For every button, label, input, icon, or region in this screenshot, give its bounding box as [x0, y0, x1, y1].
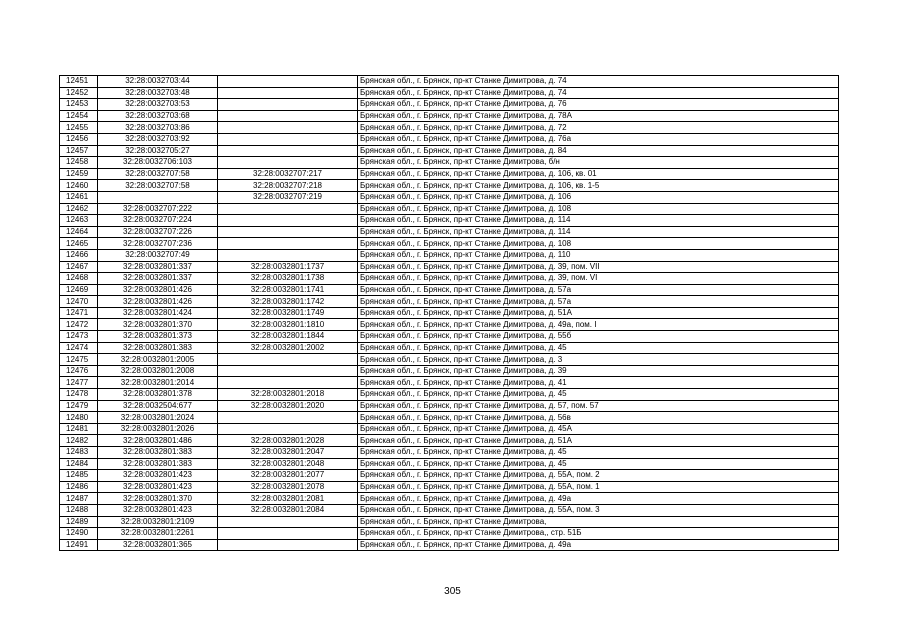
- object-cadastral-number-cell: [218, 528, 358, 540]
- land-cadastral-number-cell: 32:28:0032801:2026: [98, 423, 218, 435]
- row-number-cell: 12465: [60, 238, 98, 250]
- row-number-cell: 12451: [60, 76, 98, 88]
- row-number-cell: 12466: [60, 249, 98, 261]
- table-row: [60, 516, 839, 528]
- table-row: [60, 307, 839, 319]
- table-row: [60, 319, 839, 331]
- object-cadastral-number-cell: [218, 249, 358, 261]
- address-cell: Брянская обл., г. Брянск, пр-кт Станке Димитрова, д. 55А, пом. 2: [358, 470, 839, 482]
- table-row: [60, 203, 839, 215]
- land-cadastral-number-cell: 32:28:0032707:58: [98, 168, 218, 180]
- address-cell: Брянская обл., г. Брянск, пр-кт Станке Димитрова, д. 108: [358, 238, 839, 250]
- table-row: [60, 133, 839, 145]
- row-number-cell: 12468: [60, 273, 98, 285]
- address-cell: Брянская обл., г. Брянск, пр-кт Станке Димитрова,: [358, 516, 839, 528]
- row-number-cell: 12453: [60, 99, 98, 111]
- row-number-cell: 12457: [60, 145, 98, 157]
- land-cadastral-number-cell: 32:28:0032703:86: [98, 122, 218, 134]
- row-number-cell: 12452: [60, 87, 98, 99]
- table-row: [60, 504, 839, 516]
- address-cell: Брянская обл., г. Брянск, пр-кт Станке Димитрова, д. 45: [358, 458, 839, 470]
- address-cell: Брянская обл., г. Брянск, пр-кт Станке Димитрова, д. 114: [358, 215, 839, 227]
- land-cadastral-number-cell: 32:28:0032703:92: [98, 133, 218, 145]
- table-row: [60, 180, 839, 192]
- object-cadastral-number-cell: 32:28:0032801:2028: [218, 435, 358, 447]
- row-number-cell: 12491: [60, 539, 98, 551]
- row-number-cell: 12471: [60, 307, 98, 319]
- object-cadastral-number-cell: 32:28:0032707:217: [218, 168, 358, 180]
- table-row: [60, 296, 839, 308]
- address-cell: Брянская обл., г. Брянск, пр-кт Станке Димитрова, д. 78А: [358, 110, 839, 122]
- table-body: [60, 76, 839, 551]
- object-cadastral-number-cell: [218, 377, 358, 389]
- row-number-cell: 12455: [60, 122, 98, 134]
- object-cadastral-number-cell: [218, 145, 358, 157]
- address-cell: Брянская обл., г. Брянск, пр-кт Станке Димитрова,, стр. 51Б: [358, 528, 839, 540]
- land-cadastral-number-cell: 32:28:0032801:424: [98, 307, 218, 319]
- address-cell: Брянская обл., г. Брянск, пр-кт Станке Димитрова, д. 57а: [358, 284, 839, 296]
- object-cadastral-number-cell: 32:28:0032801:2048: [218, 458, 358, 470]
- land-cadastral-number-cell: 32:28:0032801:423: [98, 470, 218, 482]
- land-cadastral-number-cell: 32:28:0032801:337: [98, 261, 218, 273]
- table-row: [60, 215, 839, 227]
- table-row: [60, 238, 839, 250]
- page-number: 305: [444, 586, 461, 597]
- object-cadastral-number-cell: [218, 203, 358, 215]
- row-number-cell: 12486: [60, 481, 98, 493]
- table-row: [60, 435, 839, 447]
- row-number-cell: 12484: [60, 458, 98, 470]
- address-cell: Брянская обл., г. Брянск, пр-кт Станке Димитрова, д. 56в: [358, 412, 839, 424]
- object-cadastral-number-cell: [218, 412, 358, 424]
- table-row: [60, 87, 839, 99]
- land-cadastral-number-cell: 32:28:0032801:2109: [98, 516, 218, 528]
- table-row: [60, 481, 839, 493]
- address-cell: Брянская обл., г. Брянск, пр-кт Станке Димитрова, д. 106, кв. 01: [358, 168, 839, 180]
- land-cadastral-number-cell: 32:28:0032801:2261: [98, 528, 218, 540]
- row-number-cell: 12467: [60, 261, 98, 273]
- object-cadastral-number-cell: 32:28:0032707:219: [218, 191, 358, 203]
- object-cadastral-number-cell: [218, 110, 358, 122]
- row-number-cell: 12460: [60, 180, 98, 192]
- land-cadastral-number-cell: 32:28:0032504:677: [98, 400, 218, 412]
- table-row: [60, 226, 839, 238]
- address-cell: Брянская обл., г. Брянск, пр-кт Станке Димитрова, д. 114: [358, 226, 839, 238]
- object-cadastral-number-cell: [218, 76, 358, 88]
- table-row: [60, 76, 839, 88]
- table-row: [60, 539, 839, 551]
- row-number-cell: 12482: [60, 435, 98, 447]
- address-cell: Брянская обл., г. Брянск, пр-кт Станке Димитрова, д. 55б: [358, 331, 839, 343]
- land-cadastral-number-cell: 32:28:0032801:486: [98, 435, 218, 447]
- row-number-cell: 12454: [60, 110, 98, 122]
- row-number-cell: 12472: [60, 319, 98, 331]
- object-cadastral-number-cell: 32:28:0032801:1737: [218, 261, 358, 273]
- object-cadastral-number-cell: [218, 99, 358, 111]
- row-number-cell: 12480: [60, 412, 98, 424]
- address-cell: Брянская обл., г. Брянск, пр-кт Станке Димитрова, д. 74: [358, 87, 839, 99]
- object-cadastral-number-cell: 32:28:0032801:2047: [218, 447, 358, 459]
- address-cell: Брянская обл., г. Брянск, пр-кт Станке Димитрова, д. 55А, пом. 1: [358, 481, 839, 493]
- row-number-cell: 12485: [60, 470, 98, 482]
- object-cadastral-number-cell: 32:28:0032801:1844: [218, 331, 358, 343]
- row-number-cell: 12458: [60, 157, 98, 169]
- address-cell: Брянская обл., г. Брянск, пр-кт Станке Димитрова, д. 45А: [358, 423, 839, 435]
- table-row: [60, 331, 839, 343]
- table-row: [60, 389, 839, 401]
- address-cell: Брянская обл., г. Брянск, пр-кт Станке Димитрова, д. 106, кв. 1-5: [358, 180, 839, 192]
- land-cadastral-number-cell: 32:28:0032801:373: [98, 331, 218, 343]
- land-cadastral-number-cell: 32:28:0032707:236: [98, 238, 218, 250]
- address-cell: Брянская обл., г. Брянск, пр-кт Станке Димитрова, д. 49а, пом. I: [358, 319, 839, 331]
- address-cell: Брянская обл., г. Брянск, пр-кт Станке Димитрова, д. 3: [358, 354, 839, 366]
- row-number-cell: 12488: [60, 504, 98, 516]
- table-row: [60, 412, 839, 424]
- table-row: [60, 354, 839, 366]
- object-cadastral-number-cell: 32:28:0032801:2084: [218, 504, 358, 516]
- row-number-cell: 12459: [60, 168, 98, 180]
- address-cell: Брянская обл., г. Брянск, пр-кт Станке Димитрова, д. 76а: [358, 133, 839, 145]
- table-row: [60, 110, 839, 122]
- land-cadastral-number-cell: 32:28:0032801:423: [98, 481, 218, 493]
- address-cell: Брянская обл., г. Брянск, пр-кт Станке Димитрова, д. 74: [358, 76, 839, 88]
- table-row: [60, 145, 839, 157]
- object-cadastral-number-cell: [218, 157, 358, 169]
- object-cadastral-number-cell: 32:28:0032801:2020: [218, 400, 358, 412]
- row-number-cell: 12462: [60, 203, 98, 215]
- address-cell: Брянская обл., г. Брянск, пр-кт Станке Димитрова, д. 108: [358, 203, 839, 215]
- land-cadastral-number-cell: 32:28:0032707:224: [98, 215, 218, 227]
- address-cell: Брянская обл., г. Брянск, пр-кт Станке Димитрова, д. 76: [358, 99, 839, 111]
- table-row: [60, 458, 839, 470]
- land-cadastral-number-cell: 32:28:0032707:226: [98, 226, 218, 238]
- table-row: [60, 261, 839, 273]
- land-cadastral-number-cell: 32:28:0032801:337: [98, 273, 218, 285]
- address-cell: Брянская обл., г. Брянск, пр-кт Станке Димитрова, д. 45: [358, 447, 839, 459]
- object-cadastral-number-cell: 32:28:0032801:2002: [218, 342, 358, 354]
- land-cadastral-number-cell: 32:28:0032707:49: [98, 249, 218, 261]
- object-cadastral-number-cell: [218, 354, 358, 366]
- row-number-cell: 12487: [60, 493, 98, 505]
- object-cadastral-number-cell: [218, 87, 358, 99]
- row-number-cell: 12479: [60, 400, 98, 412]
- cadastral-registry-table: [59, 75, 839, 551]
- address-cell: Брянская обл., г. Брянск, пр-кт Станке Димитрова, д. 39, пом. VII: [358, 261, 839, 273]
- land-cadastral-number-cell: 32:28:0032703:48: [98, 87, 218, 99]
- land-cadastral-number-cell: 32:28:0032703:44: [98, 76, 218, 88]
- object-cadastral-number-cell: 32:28:0032707:218: [218, 180, 358, 192]
- object-cadastral-number-cell: [218, 122, 358, 134]
- address-cell: Брянская обл., г. Брянск, пр-кт Станке Димитрова, д. 72: [358, 122, 839, 134]
- land-cadastral-number-cell: 32:28:0032801:365: [98, 539, 218, 551]
- land-cadastral-number-cell: 32:28:0032801:370: [98, 493, 218, 505]
- row-number-cell: 12469: [60, 284, 98, 296]
- address-cell: Брянская обл., г. Брянск, пр-кт Станке Димитрова, д. 39: [358, 365, 839, 377]
- table-row: [60, 493, 839, 505]
- row-number-cell: 12463: [60, 215, 98, 227]
- table-row: [60, 157, 839, 169]
- land-cadastral-number-cell: 32:28:0032801:383: [98, 458, 218, 470]
- address-cell: Брянская обл., г. Брянск, пр-кт Станке Димитрова, д. 57, пом. 57: [358, 400, 839, 412]
- table-row: [60, 99, 839, 111]
- land-cadastral-number-cell: 32:28:0032706:103: [98, 157, 218, 169]
- object-cadastral-number-cell: 32:28:0032801:1749: [218, 307, 358, 319]
- address-cell: Брянская обл., г. Брянск, пр-кт Станке Димитрова, д. 49а: [358, 539, 839, 551]
- table-row: [60, 365, 839, 377]
- object-cadastral-number-cell: 32:28:0032801:1810: [218, 319, 358, 331]
- row-number-cell: 12461: [60, 191, 98, 203]
- table-row: [60, 168, 839, 180]
- table-row: [60, 447, 839, 459]
- land-cadastral-number-cell: 32:28:0032801:426: [98, 296, 218, 308]
- object-cadastral-number-cell: 32:28:0032801:2078: [218, 481, 358, 493]
- object-cadastral-number-cell: [218, 226, 358, 238]
- row-number-cell: 12456: [60, 133, 98, 145]
- row-number-cell: 12474: [60, 342, 98, 354]
- object-cadastral-number-cell: [218, 516, 358, 528]
- row-number-cell: 12464: [60, 226, 98, 238]
- object-cadastral-number-cell: [218, 133, 358, 145]
- table-row: [60, 423, 839, 435]
- address-cell: Брянская обл., г. Брянск, пр-кт Станке Димитрова, д. 57а: [358, 296, 839, 308]
- address-cell: Брянская обл., г. Брянск, пр-кт Станке Димитрова, д. 51А: [358, 307, 839, 319]
- object-cadastral-number-cell: 32:28:0032801:1738: [218, 273, 358, 285]
- land-cadastral-number-cell: 32:28:0032801:2014: [98, 377, 218, 389]
- table-row: [60, 122, 839, 134]
- table-row: [60, 400, 839, 412]
- table-row: [60, 273, 839, 285]
- address-cell: Брянская обл., г. Брянск, пр-кт Станке Димитрова, д. 45: [358, 389, 839, 401]
- object-cadastral-number-cell: 32:28:0032801:2077: [218, 470, 358, 482]
- land-cadastral-number-cell: 32:28:0032703:68: [98, 110, 218, 122]
- address-cell: Брянская обл., г. Брянск, пр-кт Станке Димитрова, д. 106: [358, 191, 839, 203]
- object-cadastral-number-cell: 32:28:0032801:1742: [218, 296, 358, 308]
- address-cell: Брянская обл., г. Брянск, пр-кт Станке Димитрова, д. 41: [358, 377, 839, 389]
- address-cell: Брянская обл., г. Брянск, пр-кт Станке Димитрова, д. 49а: [358, 493, 839, 505]
- row-number-cell: 12476: [60, 365, 98, 377]
- table-row: [60, 191, 839, 203]
- land-cadastral-number-cell: 32:28:0032703:53: [98, 99, 218, 111]
- row-number-cell: 12490: [60, 528, 98, 540]
- land-cadastral-number-cell: [98, 191, 218, 203]
- land-cadastral-number-cell: 32:28:0032801:2005: [98, 354, 218, 366]
- address-cell: Брянская обл., г. Брянск, пр-кт Станке Димитрова, д. 110: [358, 249, 839, 261]
- address-cell: Брянская обл., г. Брянск, пр-кт Станке Димитрова, д. 51А: [358, 435, 839, 447]
- table-row: [60, 470, 839, 482]
- table-row: [60, 342, 839, 354]
- row-number-cell: 12483: [60, 447, 98, 459]
- row-number-cell: 12477: [60, 377, 98, 389]
- object-cadastral-number-cell: [218, 365, 358, 377]
- table-row: [60, 284, 839, 296]
- table-row: [60, 249, 839, 261]
- object-cadastral-number-cell: 32:28:0032801:1741: [218, 284, 358, 296]
- table-row: [60, 377, 839, 389]
- row-number-cell: 12481: [60, 423, 98, 435]
- object-cadastral-number-cell: 32:28:0032801:2081: [218, 493, 358, 505]
- row-number-cell: 12473: [60, 331, 98, 343]
- address-cell: Брянская обл., г. Брянск, пр-кт Станке Димитрова, б/н: [358, 157, 839, 169]
- land-cadastral-number-cell: 32:28:0032707:58: [98, 180, 218, 192]
- address-cell: Брянская обл., г. Брянск, пр-кт Станке Димитрова, д. 84: [358, 145, 839, 157]
- land-cadastral-number-cell: 32:28:0032801:426: [98, 284, 218, 296]
- object-cadastral-number-cell: [218, 238, 358, 250]
- object-cadastral-number-cell: [218, 423, 358, 435]
- land-cadastral-number-cell: 32:28:0032801:378: [98, 389, 218, 401]
- address-cell: Брянская обл., г. Брянск, пр-кт Станке Димитрова, д. 39, пом. VI: [358, 273, 839, 285]
- land-cadastral-number-cell: 32:28:0032705:27: [98, 145, 218, 157]
- land-cadastral-number-cell: 32:28:0032801:423: [98, 504, 218, 516]
- object-cadastral-number-cell: [218, 215, 358, 227]
- row-number-cell: 12489: [60, 516, 98, 528]
- row-number-cell: 12475: [60, 354, 98, 366]
- land-cadastral-number-cell: 32:28:0032707:222: [98, 203, 218, 215]
- table-row: [60, 528, 839, 540]
- address-cell: Брянская обл., г. Брянск, пр-кт Станке Димитрова, д. 55А, пом. 3: [358, 504, 839, 516]
- row-number-cell: 12470: [60, 296, 98, 308]
- address-cell: Брянская обл., г. Брянск, пр-кт Станке Димитрова, д. 45: [358, 342, 839, 354]
- land-cadastral-number-cell: 32:28:0032801:370: [98, 319, 218, 331]
- land-cadastral-number-cell: 32:28:0032801:2024: [98, 412, 218, 424]
- row-number-cell: 12478: [60, 389, 98, 401]
- land-cadastral-number-cell: 32:28:0032801:383: [98, 342, 218, 354]
- land-cadastral-number-cell: 32:28:0032801:2008: [98, 365, 218, 377]
- land-cadastral-number-cell: 32:28:0032801:383: [98, 447, 218, 459]
- object-cadastral-number-cell: [218, 539, 358, 551]
- object-cadastral-number-cell: 32:28:0032801:2018: [218, 389, 358, 401]
